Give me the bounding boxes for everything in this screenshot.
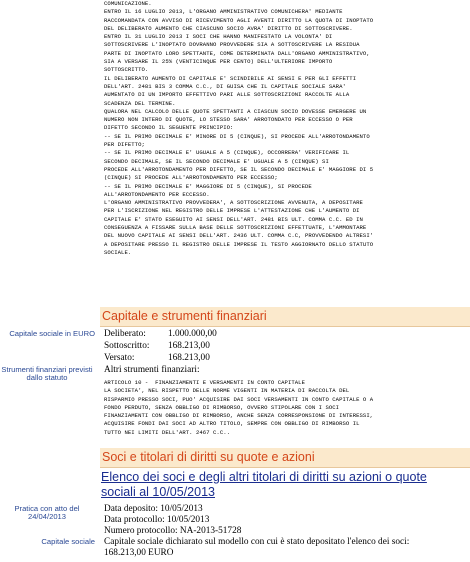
text-line: DEL DELIBERATO AUMENTO CHE CIASCUNO SOCIO AVRA' DIRITTO DI SOTTOSCRIVERE. [104,24,353,32]
text-line: RISPARMIO PRESSO SOCI, PUO' ACQUISIRE DAI SOCI VERSAMENTI IN CONTO CAPITALE O A [104,395,374,403]
text-line: SECONDO DECIMALE, SE IL SECONDO DECIMALE E' UGUALE A 5 (CINQUE) SI [104,157,329,165]
elenco-soci-link[interactable]: Elenco dei soci e degli altri titolari di diritti su azioni o quote sociali al 10/05/2013 [101,470,427,499]
text-line: ARTICOLO 10 - FINANZIAMENTI E VERSAMENTI IN CONTO CAPITALE [104,379,306,386]
text-line: PER L'ISCRIZIONE NEL REGISTRO DELLE IMPRESE L'ATTESTAZIONE CHE L'AUMENTO DI [104,207,360,215]
statute-text-top [104,0,373,257]
text-line: TUTTO NEI LIMITI DELL'ART. 2467 C.C.. [104,428,231,436]
text-line: NUMERO NON INTERO DI QUOTE, LO STESSO SARA' ARROTONDATO PER ECCESSO O PER [104,116,353,124]
label-strumenti-finanziari: Strumenti finanziari previsti dallo statuto [1,365,93,383]
row-value: 168.213,00 [168,353,210,363]
text-line: CONSEGUENZA A FISSARE SULLA BASE DELLE SOTTOSCRIZIONI EFFETTUATE, L'AMMONTARE [104,224,367,232]
numero-protocollo: Numero protocollo: NA-2013-51728 [104,526,242,537]
row-value: 1.000.000,00 [168,329,217,339]
text-line: LA SOCIETA', NEL RISPETTO DELLE NORME VIGENTI IN MATERIA DI RACCOLTA DEL [104,387,350,395]
section-title-capitale: Capitale e strumenti finanziari [100,307,470,327]
statute-text-articolo10 [104,379,373,437]
text-line: DELL'ART. 2481 BIS 3 COMMA C.C., DI GUISA CHE IL CAPITALE SOCIALE SARA' [104,82,346,90]
text-line: SOTTOSCRIVERE L'INOPTATO DOVRANNO PROVVEDERE SIA A SOTTOSCRIVERE LA RESIDUA [104,41,360,49]
capitale-sociale-dichiarato: Capitale sociale dichiarato sul modello con cui è stato depositato l'elenco dei soci: 168.213,00 EURO [104,537,410,559]
text-line: SOTTOSCRITTO. [104,66,149,74]
pratica-details [104,504,241,537]
text-line: COMUNICAZIONE. [104,0,152,7]
text-line: -- SE IL PRIMO DECIMALE E' MAGGIORE DI 5 (CINQUE), SI PROCEDE [104,182,312,190]
text-line: ENTRO IL 16 LUGLIO 2013, L'ORGANO AMMINISTRATIVO COMUNICHERA' MEDIANTE [104,8,343,16]
row-versato [104,353,210,365]
row-value: 168.213,00 [168,341,210,351]
text-line: -- SE IL PRIMO DECIMALE E' UGUALE A 5 (CINQUE), OCCORRERA' VERIFICARE IL [104,149,350,157]
text-line: SIA A VERSARE IL 25% (VENTICINQUE PER CENTO) DELL'ULTERIORE IMPORTO [104,58,333,66]
row-label: Versato: [104,353,135,363]
row-deliberato [104,329,217,341]
text-line: AUMENTATO DI UN IMPORTO EFFETTIVO PARI ALLE SOTTOSCRIZIONI RACCOLTE ALLA [104,91,350,99]
text-line: DEL NUOVO CAPITALE AI SENSI DELL'ART. 2436 ULT. COMMA C.C, PROVVEDENDO ALTRESI' [104,232,374,240]
text-line: (CINQUE) SI PROCEDE ALL'ARROTONDAMENTO PER ECCESSO; [104,174,278,182]
row-sottoscritto [104,341,210,353]
text-line: ALL'ARROTONDAMENTO PER ECCESSO. [104,190,210,198]
text-line: PROCEDE ALL'ARROTONDAMENTO PER DIFETTO, SE IL SECONDO DECIMALE E' MAGGIORE DI 5 [104,165,374,173]
text-line: SOCIALE. [104,248,132,256]
text-line: FONDO PERDUTO, SENZA OBBLIGO DI RIMBORSO, OVVERO STIPOLARE CON I SOCI [104,403,340,411]
text-line: QUALORA NEL CALCOLO DELLE QUOTE SPETTANTI A CIASCUN SOCIO DOVESSE EMERGERE UN [104,107,367,115]
text-line: -- SE IL PRIMO DECIMALE E' MINORE DI 5 (CINQUE), SI PROCEDE ALL'ARROTONDAMENTO [104,132,370,140]
text-line: SCADENZA DEL TERMINE. [104,99,176,107]
data-protocollo: Data protocollo: 10/05/2013 [104,515,210,526]
text-line: ENTRO IL 31 LUGLIO 2013 I SOCI CHE HANNO MANIFESTATO LA VOLONTA' DI [104,33,333,41]
text-line: CAPITALE E' STATO ESEGUITO AI SENSI DELL'ART. 2481 BIS ULT. COMMA C.C. ED IN [104,215,363,223]
label-capitale-sociale-soci: Capitale sociale [41,537,95,546]
text-line: DIFETTO SECONDO IL SEGUENTE PRINCIPIO: [104,124,234,132]
data-deposito: Data deposito: 10/05/2013 [104,504,203,514]
text-line: ACQUISIRE FONDI DAI SOCI AD ALTRO TITOLO, SEMPRE CON OBBLIGO DI RIMBORSO IL [104,420,360,428]
label-capitale-sociale: Capitale sociale in EURO [9,329,95,338]
text-line: L'ORGANO AMMINISTRATIVO PROVVEDERA', A SOTTOSCRIZIONE AVVENUTA, A DEPOSITARE [104,199,363,207]
altri-strumenti-label: Altri strumenti finanziari: [104,365,200,375]
text-line: A DEPOSITARE PRESSO IL REGISTRO DELLE IMPRESE IL TESTO AGGIORNATO DELLO STATUTO [104,240,374,248]
section-title-soci: Soci e titolari di diritti su quote e azioni [100,448,470,468]
label-pratica: Pratica con atto del 24/04/2013 [14,504,80,522]
text-line: PER DIFETTO; [104,141,145,149]
text-line: RACCOMANDATA CON AVVISO DI RICEVIMENTO AGLI AVENTI DIRITTO LA QUOTA DI INOPTATO [104,16,374,24]
text-line: FINANZIAMENTI CON OBBLIGO DI RIMBORSO, ANCHE SENZA CORRESPONSIONE DI INTERESSI, [104,412,374,420]
text-line: PARTE DI INOPTATO LORO SPETTANTE, COME DETERMINATA DALL'ORGANO AMMINISTRATIVO, [104,49,370,57]
row-label: Deliberato: [104,329,146,339]
text-line: IL DELIBERATO AUMENTO DI CAPITALE E' SCINDIBILE AI SENSI E PER GLI EFFETTI [104,74,357,82]
row-label: Sottoscritto: [104,341,150,351]
